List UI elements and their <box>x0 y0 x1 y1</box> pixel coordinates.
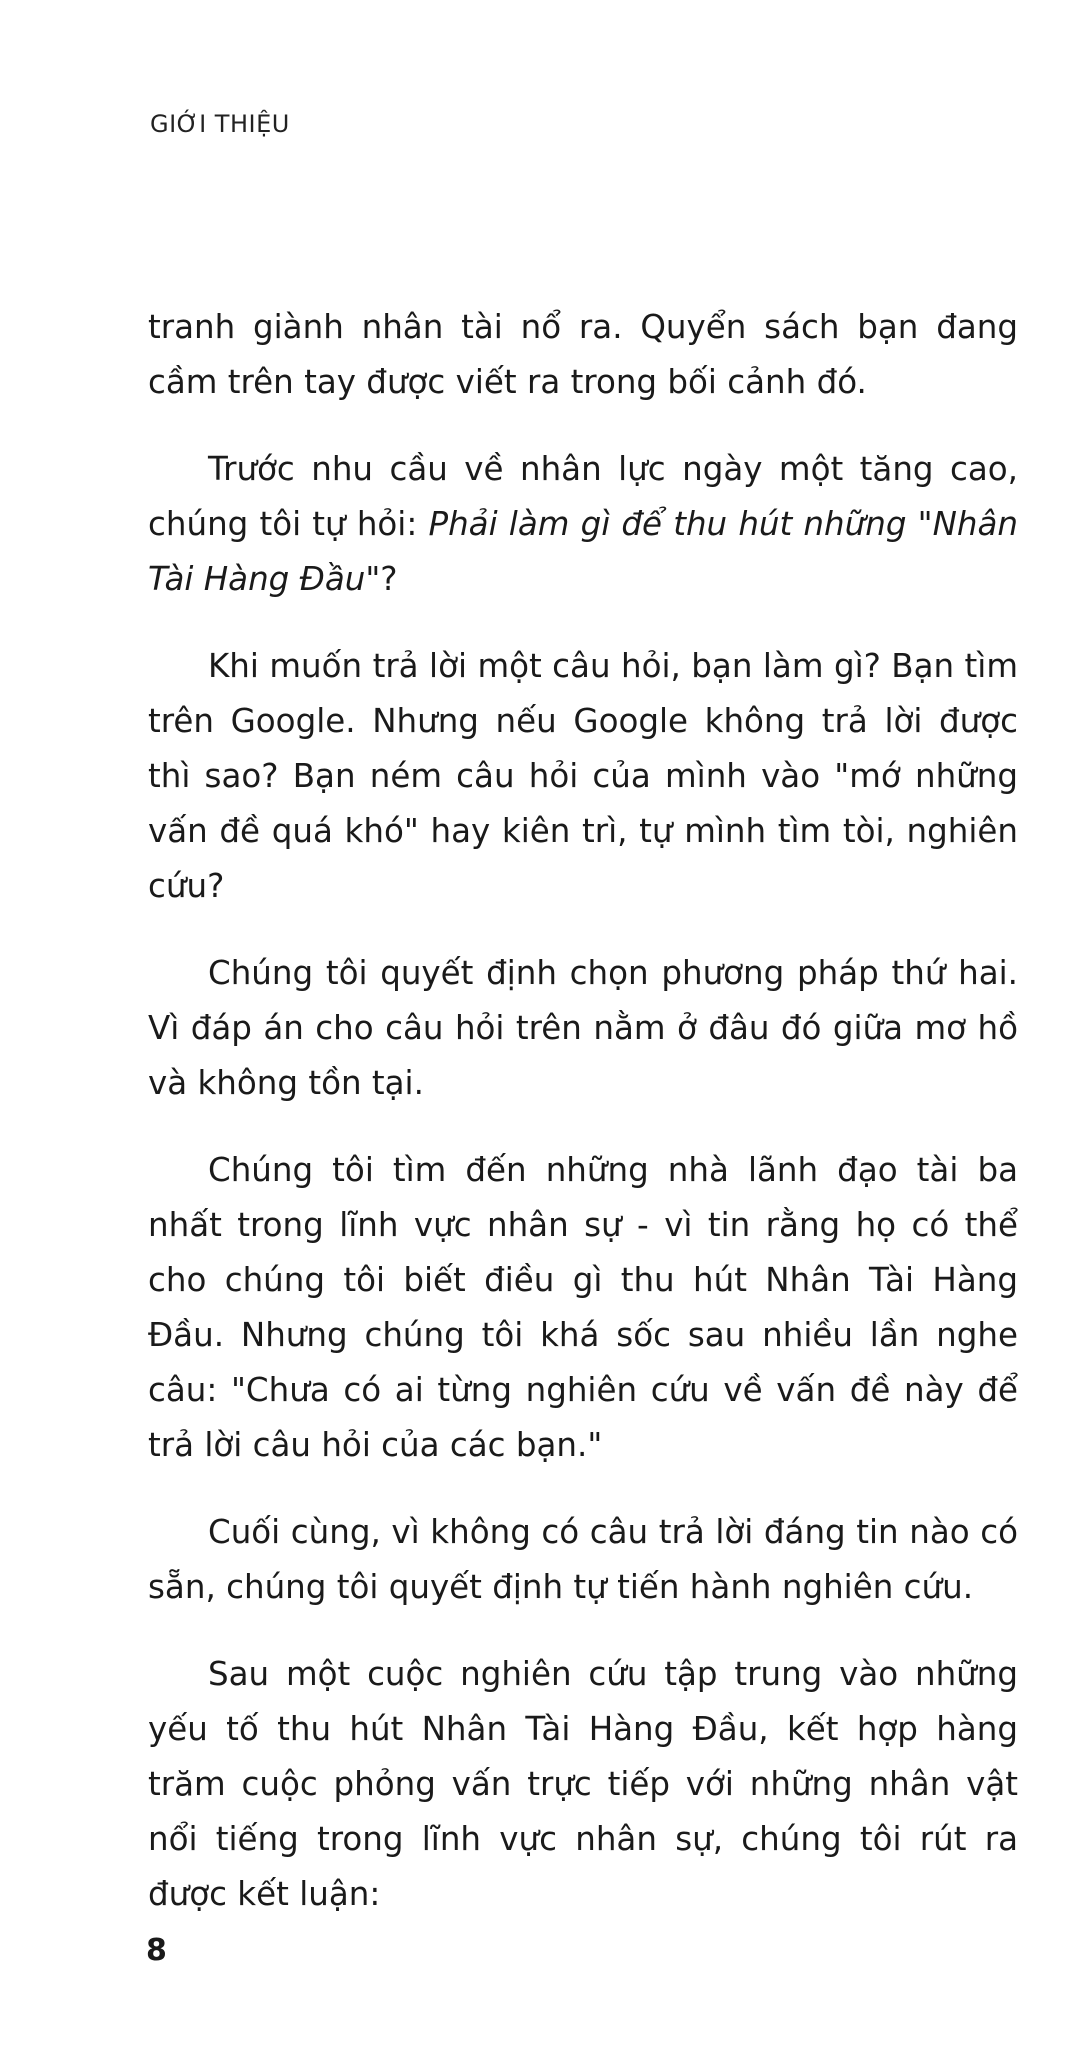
running-header: GIỚI THIỆU <box>150 110 290 138</box>
paragraph-question-lead: Trước nhu cầu về nhân lực ngày một tăng cao, chúng tôi tự hỏi: <box>148 450 1018 543</box>
paragraph-question-italic: Phải làm gì để thu hút những "Nhân Tài Hàng Đầu" <box>148 505 1019 598</box>
paragraph-continuation: tranh giành nhân tài nổ ra. Quyển sách bạn đang cầm trên tay được viết ra trong bối cảnh đó. <box>148 308 1018 401</box>
page-number: 8 <box>146 1933 167 1968</box>
paragraph-leaders: Chúng tôi tìm đến những nhà lãnh đạo tài ba nhất trong lĩnh vực nhân sự - vì tin rằng họ có thể cho chúng tôi biết điều gì thu hút Nhân Tài Hàng Đầu. Nhưng chúng tôi khá sốc sau nhiều lần nghe câu: "Chưa có ai từng nghiên cứu về vấn đề này để trả lời câu hỏi của các bạn." <box>148 1151 1018 1464</box>
paragraph-google: Khi muốn trả lời một câu hỏi, bạn làm gì? Bạn tìm trên Google. Nhưng nếu Google không trả lời được thì sao? Bạn ném câu hỏi của mình vào "mớ những vấn đề quá khó" hay kiên trì, tự mình tìm tòi, nghiên cứu? <box>148 647 1018 905</box>
paragraph-question-tail: ? <box>380 560 398 598</box>
paragraph-question <box>148 442 1018 607</box>
paragraph-decision: Cuối cùng, vì không có câu trả lời đáng tin nào có sẵn, chúng tôi quyết định tự tiến hành nghiên cứu. <box>148 1513 1018 1606</box>
paragraph-method: Chúng tôi quyết định chọn phương pháp thứ hai. Vì đáp án cho câu hỏi trên nằm ở đâu đó giữa mơ hồ và không tồn tại. <box>148 954 1018 1102</box>
paragraph-conclusion: Sau một cuộc nghiên cứu tập trung vào những yếu tố thu hút Nhân Tài Hàng Đầu, kết hợp hàng trăm cuộc phỏng vấn trực tiếp với những nhân vật nổi tiếng trong lĩnh vực nhân sự, chúng tôi rút ra được kết luận: <box>148 1655 1018 1913</box>
body-text <box>148 300 1018 1954</box>
